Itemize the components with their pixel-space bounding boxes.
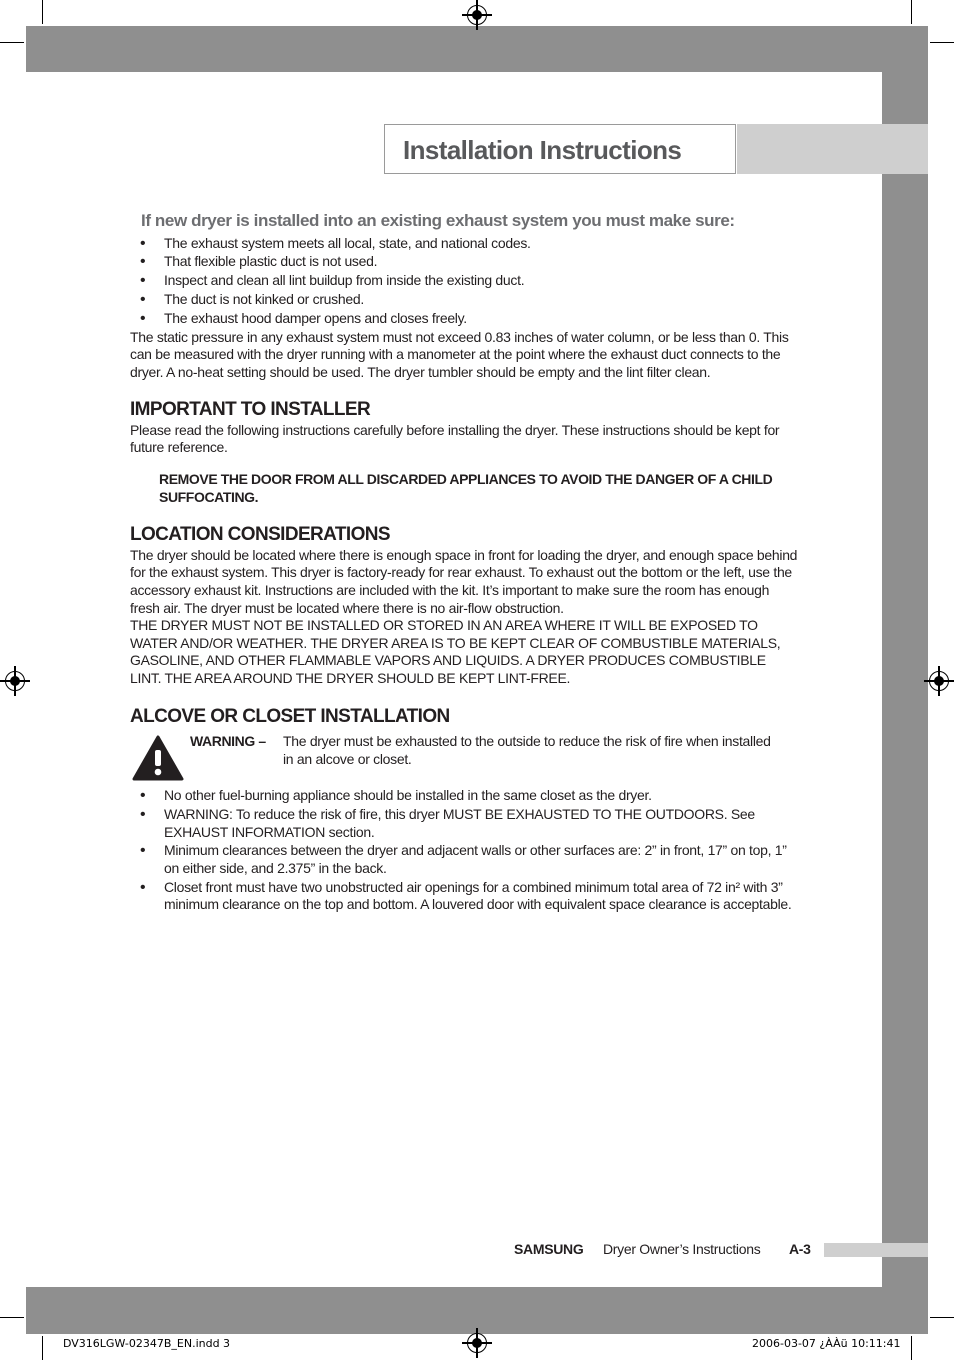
registration-mark-icon xyxy=(467,1333,487,1353)
crop-mark xyxy=(42,1336,43,1360)
footer-doc-title: Dryer Owner’s Instructions xyxy=(603,1241,761,1257)
alcove-warning xyxy=(130,733,800,779)
registration-mark-icon xyxy=(929,671,949,691)
bottom-band xyxy=(26,1287,928,1334)
crop-mark xyxy=(911,0,912,24)
list-item: • Inspect and clean all lint buildup from inside the existing duct. xyxy=(130,272,800,290)
list-item: • The exhaust hood damper opens and closes freely. xyxy=(130,310,800,328)
location-warning: THE DRYER MUST NOT BE INSTALLED OR STORED IN AN AREA WHERE IT WILL BE EXPOSED TO WATER AND/OR WEATHER. THE DRYER AREA IS TO BE KEPT CLEAR OF COMBUSTIBLE MATERIALS, GASOLINE, AND OTHER FLAMMABLE VAPORS AND LIQUIDS. A DRYER PRODUCES COMBUSTIBLE LINT. THE AREA AROUND THE DRYER SHOULD BE KEPT LINT-FREE. xyxy=(130,617,781,686)
warning-triangle-icon xyxy=(132,735,184,781)
list-item: • WARNING: To reduce the risk of fire, this dryer MUST BE EXHAUSTED TO THE OUTDOORS. See EXHAUST INFORMATION section. xyxy=(130,806,800,841)
crop-mark xyxy=(42,0,43,24)
page-title-box xyxy=(384,124,736,174)
intro-bullet-list xyxy=(130,235,800,328)
crop-mark xyxy=(0,1317,24,1318)
title-tab xyxy=(737,124,928,174)
location-heading: LOCATION CONSIDERATIONS xyxy=(130,524,390,546)
important-notice: REMOVE THE DOOR FROM ALL DISCARDED APPLIANCES TO AVOID THE DANGER OF A CHILD SUFFOCATING. xyxy=(159,471,773,505)
slug-date: 2006-03-07 ¿ÀÀü 10:11:41 xyxy=(752,1337,901,1350)
right-band xyxy=(882,72,928,1287)
list-item: • No other fuel-burning appliance should be installed in the same closet as the dryer. xyxy=(130,787,800,805)
registration-mark-icon xyxy=(467,5,487,25)
crop-mark xyxy=(930,42,954,43)
intro-heading: If new dryer is installed into an existing exhaust system you must make sure: xyxy=(141,211,735,230)
crop-mark xyxy=(0,42,24,43)
slug-file: DV316LGW-02347B_EN.indd 3 xyxy=(63,1337,231,1350)
page-number: A-3 xyxy=(789,1241,811,1257)
crop-mark xyxy=(911,1336,912,1360)
alcove-heading: ALCOVE OR CLOSET INSTALLATION xyxy=(130,705,450,727)
warning-text: The dryer must be exhausted to the outside to reduce the risk of fire when installed in an alcove or closet. xyxy=(283,733,771,767)
list-item: • Closet front must have two unobstructed air openings for a combined minimum total area of 72 in² with 3” minimum clearance on the top and bottom. A louvered door with equivalent space clearance is acceptable. xyxy=(130,879,800,914)
list-item: • The duct is not kinked or crushed. xyxy=(130,291,800,309)
list-item: • That flexible plastic duct is not used. xyxy=(130,253,800,271)
location-paragraph: The dryer should be located where there is enough space in front for loading the dryer, and enough space behind for the exhaust system. This dryer is factory-ready for rear exhaust. To exhaust out the bottom or the left, use the accessory exhaust kit. Instructions are included with the kit. It’s important to make sure the room has enough fresh air. The dryer must be located where there is no air-flow obstruction. xyxy=(130,546,798,616)
alcove-bullet-list xyxy=(130,787,800,914)
crop-mark xyxy=(930,1317,954,1318)
important-heading: IMPORTANT TO INSTALLER xyxy=(130,399,371,421)
static-pressure-paragraph: The static pressure in any exhaust system must not exceed 0.83 inches of water column, or be less than 0. This can be measured with the dryer running with a manometer at the point where the exhaust duct connects to the dryer. A no-heat setting should be used. The dryer tumbler should be empty and the lint filter clean. xyxy=(130,328,789,380)
page-title: Installation Instructions xyxy=(403,135,682,165)
footer-brand: SAMSUNG xyxy=(514,1241,584,1257)
important-paragraph: Please read the following instructions carefully before installing the dryer. These instructions should be kept for future reference. xyxy=(130,421,780,456)
page-footer xyxy=(0,1241,954,1259)
list-item: • The exhaust system meets all local, state, and national codes. xyxy=(130,235,800,253)
list-item: • Minimum clearances between the dryer and adjacent walls or other surfaces are: 2” in front, 17” on top, 1” on either side, and 2.375” in the back. xyxy=(130,842,800,877)
footer-tab xyxy=(824,1243,928,1257)
top-band xyxy=(26,26,928,72)
warning-label: WARNING – xyxy=(190,733,266,750)
main-content xyxy=(130,212,800,915)
registration-mark-icon xyxy=(5,671,25,691)
